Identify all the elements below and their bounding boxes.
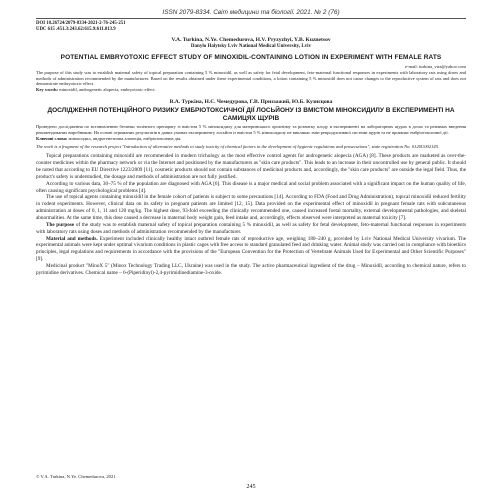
abstract-en: The purpose of this study was to establish maternal safety of topical preparation containing 5 % minoxidil, as well as safety for fetal development, feto-maternal functional responses in experiments with laboratory rats using doses and methods of administration recommended by the manufacturer. Based on the results obtained under these experimental conditions, a lotion containing 5 % minoxidil does not cause changes to the reproductive system of rats and does not demonstrate embryotoxic effect. bbox=[36, 69, 466, 87]
funding-note: The work is a fragment of the research project "Introduction of alternative methods to study toxicity of chemical factors in the development of hygienic regulations and prosecutions", state registration No. 0120U002145. bbox=[36, 144, 440, 150]
article-body bbox=[36, 153, 466, 276]
title-en: POTENTIAL EMBRYOTOXIC EFFECT STUDY OF MINOXIDIL-CONTAINING LOTION IN EXPERIMENT WITH FEMALE RATS bbox=[60, 53, 442, 61]
methods-label: Material and methods. bbox=[46, 235, 98, 242]
authors-en: V.A. Turkina, N.Ye. Chemedurova, H.V. Pryzyzhyi, Y.B. Kuznetsov bbox=[171, 36, 331, 43]
copyright: © V.A. Turkina, N.Ye. Chemedurova, 2021 bbox=[36, 474, 116, 479]
article-meta bbox=[36, 21, 466, 33]
title-ua: ДОСЛІДЖЕННЯ ПОТЕНЦІЙНОГО РИЗИКУ ЕМБРІОТОКСИЧНОЇ ДІЇ ЛОСЬЙОНУ ІЗ ВМІСТОМ МІНОКСИДИЛУ В ЕКСПЕРИМЕНТІ НА САМИЦЯХ ЩУРІВ bbox=[47, 106, 455, 122]
purpose-paragraph bbox=[36, 222, 466, 236]
journal-header: ISSN 2079-8334. Світ медицини та біології. 2021. № 2 (76) bbox=[162, 9, 340, 16]
keywords-en bbox=[36, 87, 466, 93]
methods-paragraph bbox=[36, 236, 466, 263]
authors-ua: В.А. Туркіна, Н.Є. Чемедурова, Г.В. Приззажий, Ю.Б. Кузнєцова bbox=[169, 98, 333, 105]
doi: DOI 10.26724/2079-8334-2021-2-76-245-251 bbox=[36, 21, 126, 26]
udc: UDC 615 .451.3:243.62:615.9:611.013.9 bbox=[36, 26, 116, 32]
keywords-ua bbox=[36, 136, 466, 142]
body-paragraph: According to various data, 30–75 % of the population are diagnosed with AGA [6]. This disease is a major medical and social problem associated with a significant impact on the human quality of life, often causing significant psychological problems [4]. bbox=[36, 180, 466, 194]
header-rule bbox=[36, 18, 466, 19]
keywords-en-text: minoxidil, androgenetic alopecia, embryotoxic effect. bbox=[59, 87, 156, 93]
affiliation-en: Danylo Halytsky Lviv National Medical University, Lviv bbox=[190, 43, 312, 49]
keywords-ua-label: Ключові слова: bbox=[36, 135, 68, 141]
keywords-ua-text: міноксидил, андрогенетична алопеція, ембріотоксична дія. bbox=[68, 135, 182, 141]
purpose-label: The purpose bbox=[46, 221, 75, 228]
methods-text: Experiment included clinically healthy intact outbred female rats of reproductive age, weighing 180–240 g, provided by Lviv National Medical University vivarium. The experimental animals were kept under optimal vivarium conditions in plastic cages with free access to standard granulated feed and drinking water. Animal study was carried out in compliance with bioethics principles, legal regulations and requirements in accordance with the provisions of the "European Convention for the Protection of Vertebrate Animals Used for Experimental and Other Scientific Purposes" [9]. bbox=[36, 235, 466, 263]
page-number: 245 bbox=[246, 483, 256, 490]
body-paragraph: Medicinal product "MinoX 5" (Minox Technology Trading LLC, Ukraine) was used in the study. The active pharmaceutical ingredient of the drug – Minoxidil, according to chemical nature, refers to pyrimidine derivatives. Chemical name – 6-(Piperidinyl)-2,4-pyrimidinediamine-3-oxide. bbox=[36, 263, 466, 276]
body-paragraph: The use of topical agents containing minoxidil in the female cohort of patients is subject to some precautions [14]. According to FDA (Food and Drug Administration), topical minoxidil reduced fertility in rodent experiments. However, clinical data on its safety in pregnant patients are limited [12, 15]. Data provided on the experimental effect of minoxidil in pregnant female rats with subcutaneous administration at doses of 0, 1, 11 and 120 mg/kg. The highest dose, 93-fold exceeding the clinically recommended one, caused increased foetal mortality, external developmental pathologies, and skeletal abnormalities. At the same time, this dose caused a decrease in maternal body weight gain, feed intake and, accordingly, effects observed were interpreted as maternal toxicity [7]. bbox=[36, 194, 466, 221]
page-footer bbox=[36, 474, 466, 490]
body-paragraph: Topical preparations containing minoxidil are recommended in modern trichology as the most effective control agents for androgenetic alopecia (AGA) [8]. These products are marketed as over-the-counter medicines within the pharmacy network or via the Internet and positioned by the manufacturers as "skin care products". This leads to an increase in their uncontrolled use by general public. It should be noted that according to EU Directive 1223/2009 [11], cosmetic products should not contain substances of medicinal products and, accordingly, the "skin care products" are outside the legal field. Thus, the product's safety is understudied, the dosage and methods of administration are not fully justified. bbox=[36, 153, 466, 180]
abstract-ua: Проведено дослідження по встановленню безпеки топічного препарату із вмістом 5 % міноксидилу для материнського організму та розвитку плоду в експерименті на лабораторних щурах в дозах та режимах введення рекомендованих виробником. На основі отриманих результатів в даних умовах експерименту лосьйон із вмістом 5 % міноксидилу не викликає змін репродуктивної системи щурів та не проявляє ембріотоксичної дії. bbox=[36, 124, 466, 135]
keywords-en-label: Key words: bbox=[36, 87, 59, 93]
contact-email: e-mail: turkina_vira@yahoo.com bbox=[404, 63, 466, 69]
purpose-text: of the study was to establish maternal safety of topical preparation containing 5 % minoxidil, as well as safety for fetal development, feto-maternal functional responses in experiments with laboratory rats using doses and methods of administration recommended by the manufacturer. bbox=[36, 221, 466, 235]
